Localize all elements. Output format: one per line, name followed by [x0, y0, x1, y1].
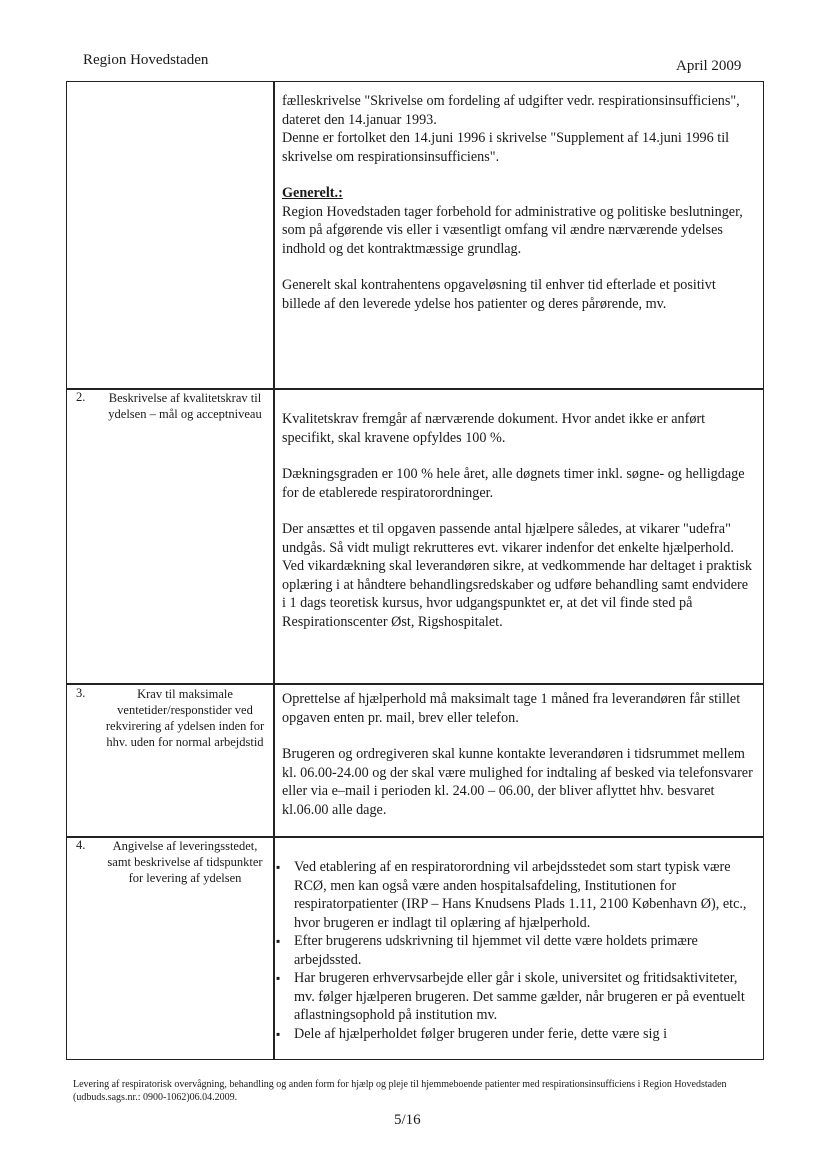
bullet-icon: ▪	[276, 860, 281, 874]
list-item-text: Efter brugerens udskrivning til hjemmet vil dette være holdets primære arbejdssted.	[294, 933, 698, 968]
bullet-icon: ▪	[276, 1026, 281, 1041]
row2-paragraph: Kvalitetskrav fremgår af nærværende dokument. Hvor andet ikke er anført specifikt, skal kravene opfyldes 100 %.	[282, 411, 706, 446]
row2-label: Beskrivelse af kvalitetskrav til ydelsen – mål og acceptniveau	[108, 391, 262, 421]
list-item	[276, 969, 758, 1025]
row2-paragraph: Dækningsgraden er 100 % hele året, alle døgnets timer inkl. søgne- og helligdage for de etablerede respiratorordninger.	[282, 466, 745, 501]
row2-paragraph: Der ansættes et til opgaven passende antal hjælpere således, at vikarer "udefra" undgås. Så vidt muligt rekrutteres evt. vikarer indenfor det enkelte hjælperhold.	[282, 521, 734, 556]
row2-description	[282, 410, 754, 631]
header-organization: Region Hovedstaden	[83, 52, 209, 68]
footer-text: Levering af respiratorisk overvågning, behandling og anden form for hjælp og pleje til hjemmeboende patienter med respirationsinsufficiens i Region Hovedstaden (udbuds.sags.nr.: 0900-1062)06.04.2009.	[73, 1079, 727, 1103]
table-row-divider	[66, 683, 764, 685]
list-item-text: Dele af hjælperholdet følger brugeren under ferie, dette være sig i	[294, 1025, 668, 1042]
bullet-icon: ▪	[276, 971, 281, 985]
row1-paragraph: Generelt skal kontrahentens opgaveløsning til enhver tid efterlade et positivt billede af den leverede ydelse hos patienter og deres pårørende, mv.	[282, 277, 716, 312]
table-column-divider	[273, 81, 275, 1060]
bullet-icon: ▪	[276, 934, 281, 948]
list-item	[276, 932, 758, 969]
list-item-text: Ved etablering af en respiratorordning vil arbejdsstedet som start typisk være RCØ, men kan også være anden hospitalsafdeling, Institutionen for respiratorpatienter (IRP – Hans Knudsens Plads 1.11, 2100 København Ø), etc., hvor brugeren er indlagt til oplæring af hjælperhold.	[294, 859, 747, 931]
section-heading-generelt: Generelt.:	[282, 185, 343, 201]
row1-paragraph: Region Hovedstaden tager forbehold for administrative og politiske beslutninger, som på afgørende vis eller i væsentligt omfang vil ændre nærværende ydelses indhold og det kontraktmæssige grundlag.	[282, 203, 743, 257]
list-item	[276, 858, 758, 932]
row2-paragraph: Ved vikardækning skal leverandøren sikre, at vedkommende har deltaget i praktisk oplæring i at håndtere behandlingsredskaber og udføre behandling samt endvidere i 1 dags teoretisk kursus, hvor udgangspunktet er, at det vil finde sted på Respirationscenter Øst, Rigshospitalet.	[282, 558, 753, 630]
row3-number: 3.	[76, 686, 86, 700]
row4-label: Angivelse af leveringsstedet, samt beskrivelse af tidspunkter for levering af ydelsen	[107, 839, 263, 885]
row4-number: 4.	[76, 838, 86, 852]
header-date: April 2009	[676, 58, 742, 74]
row1-description	[282, 92, 754, 331]
row3-label: Krav til maksimale ventetider/responstider ved rekvirering af ydelsen inden for hhv. uden for normal arbejdstid	[105, 687, 265, 749]
row4-description	[276, 858, 758, 1043]
row3-paragraph: Oprettelse af hjælperhold må maksimalt tage 1 måned fra leverandøren får stillet opgaven enten pr. mail, brev eller telefon.	[282, 691, 741, 726]
page-number: 5/16	[394, 1112, 421, 1128]
row3-description	[282, 690, 754, 819]
list-item	[276, 1025, 758, 1044]
row2-number: 2.	[76, 390, 86, 404]
row1-paragraph: Denne er fortolket den 14.juni 1996 i skrivelse "Supplement af 14.juni 1996 til skrivelse om respirationsinsufficiens".	[282, 130, 730, 165]
row1-paragraph: fælleskrivelse "Skrivelse om fordeling af udgifter vedr. respirationsinsufficiens", dateret den 14.januar 1993.	[282, 93, 740, 128]
row3-paragraph: Brugeren og ordregiveren skal kunne kontakte leverandøren i tidsrummet mellem kl. 06.00-24.00 og der skal være mulighed for indtaling af besked via telefonsvarer eller via e–mail i perioden kl. 24.00 – 06.00, der bliver aflyttet hhv. besvaret kl.06.00 alle dage.	[282, 746, 753, 818]
delivery-location-list	[276, 858, 758, 1043]
list-item-text: Har brugeren erhvervsarbejde eller går i skole, universitet og fritidsaktiviteter, mv. følger hjælperen brugeren. Det samme gælder, når brugeren er på eventuelt aflastningsophold på institution mv.	[294, 970, 745, 1023]
